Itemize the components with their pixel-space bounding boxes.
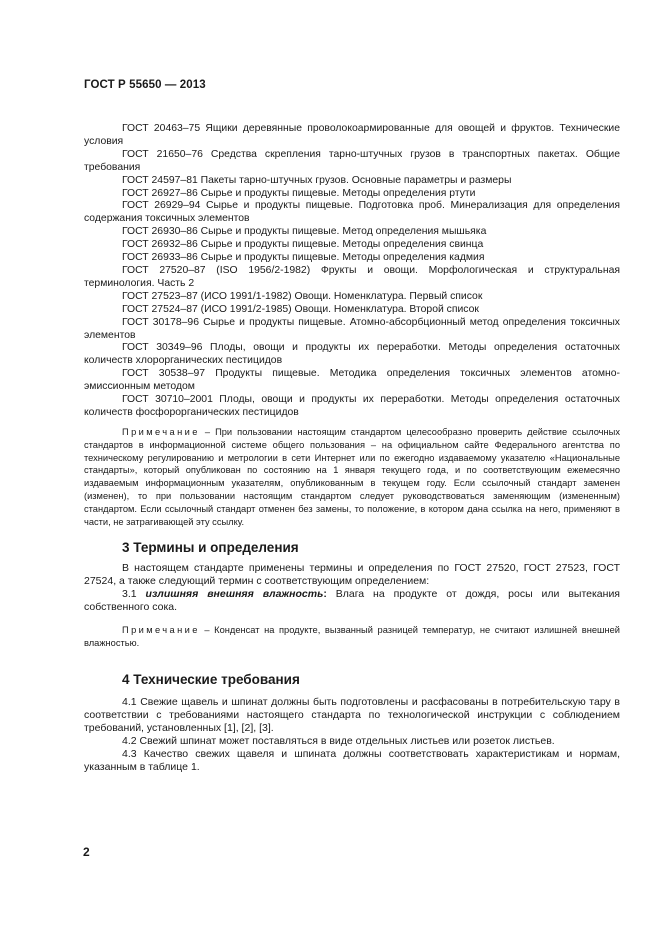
note-label: Примечание <box>122 427 200 437</box>
clause-4-3: 4.3 Качество свежих щавеля и шпината должны соответствовать характеристикам и нормам, указанным в таблице 1. <box>84 747 620 773</box>
term-name: излишняя внешняя влажность <box>145 587 324 600</box>
normative-references-list <box>84 123 620 420</box>
clause-4-1: 4.1 Свежие щавель и шпинат должны быть подготовлены и расфасованы в потребительскую тару в соответствии с требованиями настоящего стандарта по технологической инструкции с соблюдением требований, установленных [1], [2], [3]. <box>84 696 620 734</box>
section-4-body <box>84 696 620 773</box>
document-header-title: ГОСТ Р 55650 — 2013 <box>84 79 206 91</box>
term-definition-text: Влага на продукте от дождя, росы или вытекания собственного сока. <box>84 587 620 613</box>
reference-item: ГОСТ 24597–81 Пакеты тарно-штучных грузов. Основные параметры и размеры <box>122 174 512 186</box>
section-4-heading: 4 Технические требования <box>122 672 300 687</box>
references-note <box>84 426 620 528</box>
clause-4-2: 4.2 Свежий шпинат может поставляться в виде отдельных листьев или розеток листьев. <box>122 734 555 747</box>
reference-item: ГОСТ 26927–86 Сырье и продукты пищевые. Методы определения ртути <box>122 187 476 199</box>
reference-item: ГОСТ 26933–86 Сырье и продукты пищевые. Методы определения кадмия <box>122 252 485 264</box>
reference-item: ГОСТ 27523–87 (ИСО 1991/1-1982) Овощи. Номенклатура. Первый список <box>122 290 483 302</box>
reference-item: ГОСТ 30349–96 Плоды, овощи и продукты их переработки. Методы определения остаточных количеств хлорорганических пестицидов <box>84 342 620 367</box>
note-text: – При пользовании настоящим стандартом целесообразно проверить действие ссылочных стандартов в информационной системе общего пользования – на официальном сайте Федерального агентства по техническому регулированию и метрологии в сети Интернет или по ежегодно издаваемому указателю «Национальные стандарты», который опубликован по состоянию на 1 января текущего года, и по соответствующим ежемесячно издаваемым информационным указателям, опубликованным в текущем году. Если ссылочный стандарт заменен (изменен), то при пользовании настоящим стандартом следует руководствоваться заменяющим (измененным) стандартом. Если ссылочный стандарт отменен без замены, то положение, в котором дана ссылка на него, применяют в части, не затрагивающей эту ссылку. <box>84 427 620 527</box>
reference-item: ГОСТ 27524–87 (ИСО 1991/2-1985) Овощи. Номенклатура. Второй список <box>122 303 479 315</box>
term-definition <box>84 588 620 614</box>
term-number: 3.1 <box>122 587 146 600</box>
reference-item: ГОСТ 30538–97 Продукты пищевые. Методика определения токсичных элементов атомно-эмиссионным методом <box>84 368 620 393</box>
section-3-body <box>84 562 620 614</box>
reference-item: ГОСТ 30710–2001 Плоды, овощи и продукты их переработки. Методы определения остаточных количеств фосфорорганических пестицидов <box>84 394 620 418</box>
page-number: 2 <box>83 845 90 859</box>
reference-item: ГОСТ 20463–75 Ящики деревянные проволокоармированные для овощей и фруктов. Технические условия <box>84 123 620 147</box>
section-3-heading: 3 Термины и определения <box>122 540 299 555</box>
term-colon: : <box>323 587 327 600</box>
note-label: Примечание <box>122 625 200 635</box>
reference-item: ГОСТ 30178–96 Сырье и продукты пищевые. Атомно-абсорбционный метод определения токсичных элементов <box>84 316 620 341</box>
reference-item: ГОСТ 26932–86 Сырье и продукты пищевые. Методы определения свинца <box>122 239 484 251</box>
reference-item: ГОСТ 21650–76 Средства скрепления тарно-штучных грузов в транспортных пакетах. Общие требования <box>84 148 620 173</box>
term-note <box>84 624 620 650</box>
note-text: – Конденсат на продукте, вызванный разницей температур, не считают излишней внешней влажностью. <box>84 625 620 648</box>
reference-item: ГОСТ 27520–87 (ISO 1956/2-1982) Фрукты и овощи. Морфологическая и структуральная терминология. Часть 2 <box>84 264 620 289</box>
section-3-intro: В настоящем стандарте применены термины и определения по ГОСТ 27520, ГОСТ 27523, ГОСТ 27524, а также следующий термин с соответствующим определением: <box>84 562 620 587</box>
reference-item: ГОСТ 26929–94 Сырье и продукты пищевые. Подготовка проб. Минерализация для определения содержания токсичных элементов <box>84 200 620 225</box>
reference-item: ГОСТ 26930–86 Сырье и продукты пищевые. Метод определения мышьяка <box>122 226 487 238</box>
